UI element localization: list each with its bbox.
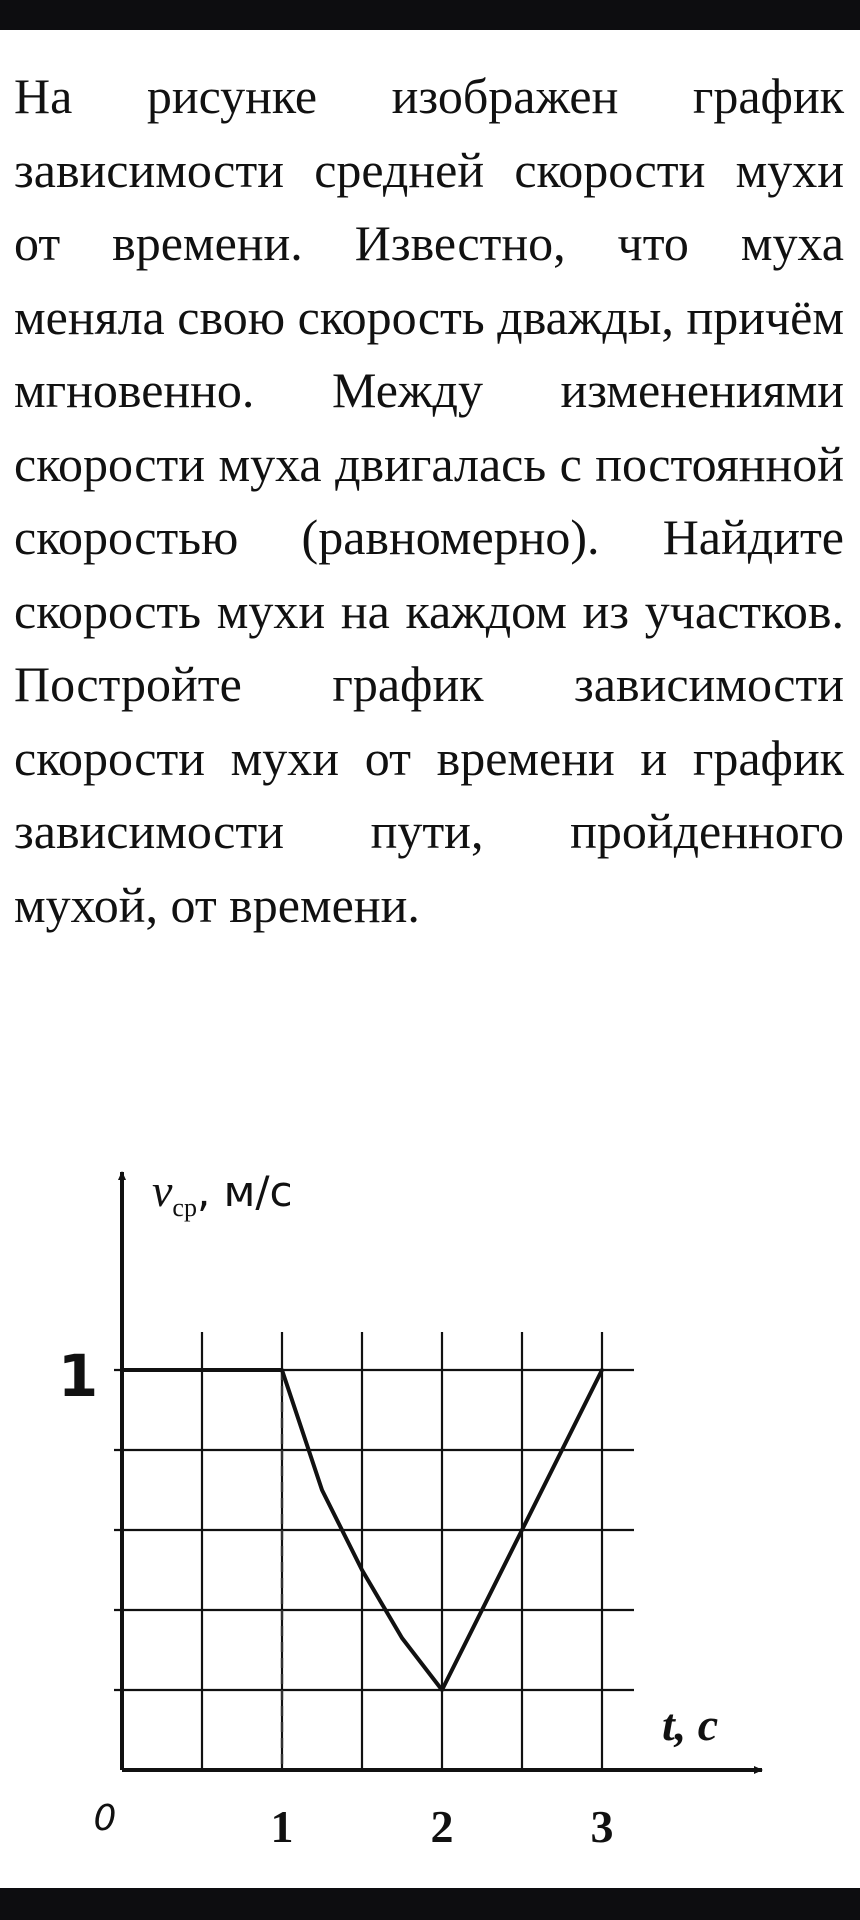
x-axis-label: t, c xyxy=(662,1699,719,1750)
problem-text: На рисунке изображен график зависимости средней скорости мухи от времени. Известно, что муха меняла свою скорость дважды, причём мгновенно. Между изменениями скорости муха двигалась с постоянной скоростью (равномерно). Найдите скорость мухи на каждом из участков. Постройте график зависимости скорости мухи от времени и график зависимости пути, пройденного мухой, от времени. xyxy=(14,68,844,933)
x-tick-label: 1 xyxy=(270,1801,294,1852)
chart-svg xyxy=(0,1120,860,1880)
x-tick-label: 3 xyxy=(590,1801,614,1852)
problem-page xyxy=(0,30,860,1888)
y-axis-label xyxy=(152,1165,293,1222)
origin-label: 0 xyxy=(93,1798,117,1839)
y-tick-label: 1 xyxy=(57,1342,99,1410)
chart-labels xyxy=(58,1165,718,1852)
velocity-time-chart xyxy=(0,1120,860,1880)
y-axis-label-unit: , м/с xyxy=(196,1167,293,1216)
y-axis-label-symbol: v xyxy=(152,1165,173,1216)
y-axis-label-subscript: ср xyxy=(172,1193,197,1222)
x-tick-label: 2 xyxy=(430,1801,454,1852)
top-status-bar xyxy=(0,0,860,30)
bottom-bar xyxy=(0,1888,860,1920)
chart-grid xyxy=(114,1332,634,1770)
